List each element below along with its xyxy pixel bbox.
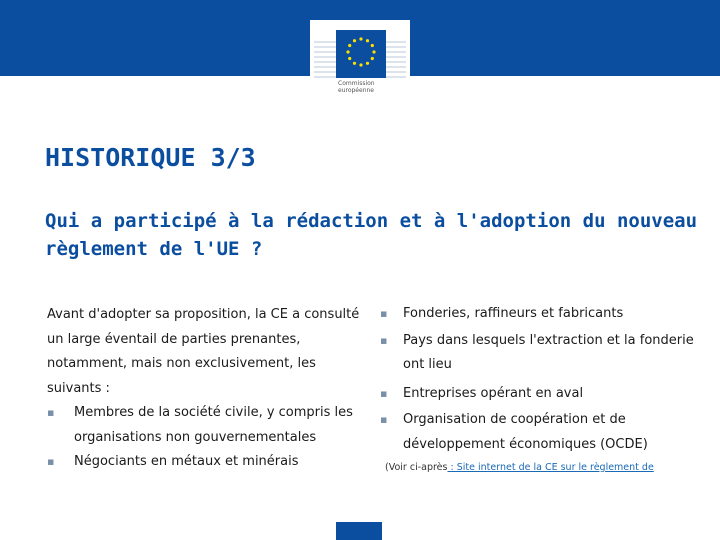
list-item-text: Pays dans lesquels l'extraction et la fonderie ont lieu [403,332,694,372]
list-item [47,401,367,450]
list-item-text: Organisation de coopération et de développement économiques (OCDE) [403,412,648,452]
list-item [380,382,700,407]
list-item [47,450,367,475]
logo-wordmark [338,80,398,94]
list-item [380,408,700,457]
logo-building-icon [310,20,410,80]
list-item-text: Fonderies, raffineurs et fabricants [403,306,624,321]
logo-line-1: Commission [338,80,375,87]
list-item [380,302,700,327]
source-note [385,462,715,473]
right-column [380,302,700,459]
bullet-icon: ▪ [380,307,388,320]
european-commission-logo [310,20,410,102]
list-item [380,329,700,378]
slide-subtitle: Qui a participé à la rédaction et à l'adoption du nouveau règlement de l'UE ? [45,210,698,260]
list-item-text: Entreprises opérant en aval [403,385,584,401]
left-column [47,303,367,475]
eu-flag-icon [336,522,382,540]
bullet-icon: ▪ [380,413,388,426]
bullet-icon: ▪ [47,406,55,419]
bullet-icon: ▪ [380,386,388,400]
bullet-icon: ▪ [380,333,388,347]
list-item-text: Négociants en métaux et minérais [74,454,299,469]
source-note-prefix: (Voir ci-après [385,462,448,473]
intro-paragraph: Avant d'adopter sa proposition, la CE a consulté un large éventail de parties prenantes, notamment, mais non exclusivement, les suivants : [47,307,360,396]
source-link[interactable]: : Site internet de la CE sur le règlement de [447,462,654,473]
list-item-text: Membres de la société civile, y compris les organisations non gouvernementales [74,405,353,445]
slide-title: HISTORIQUE 3/3 [45,143,256,172]
logo-line-2: européenne [338,87,374,94]
bullet-icon: ▪ [47,455,55,468]
